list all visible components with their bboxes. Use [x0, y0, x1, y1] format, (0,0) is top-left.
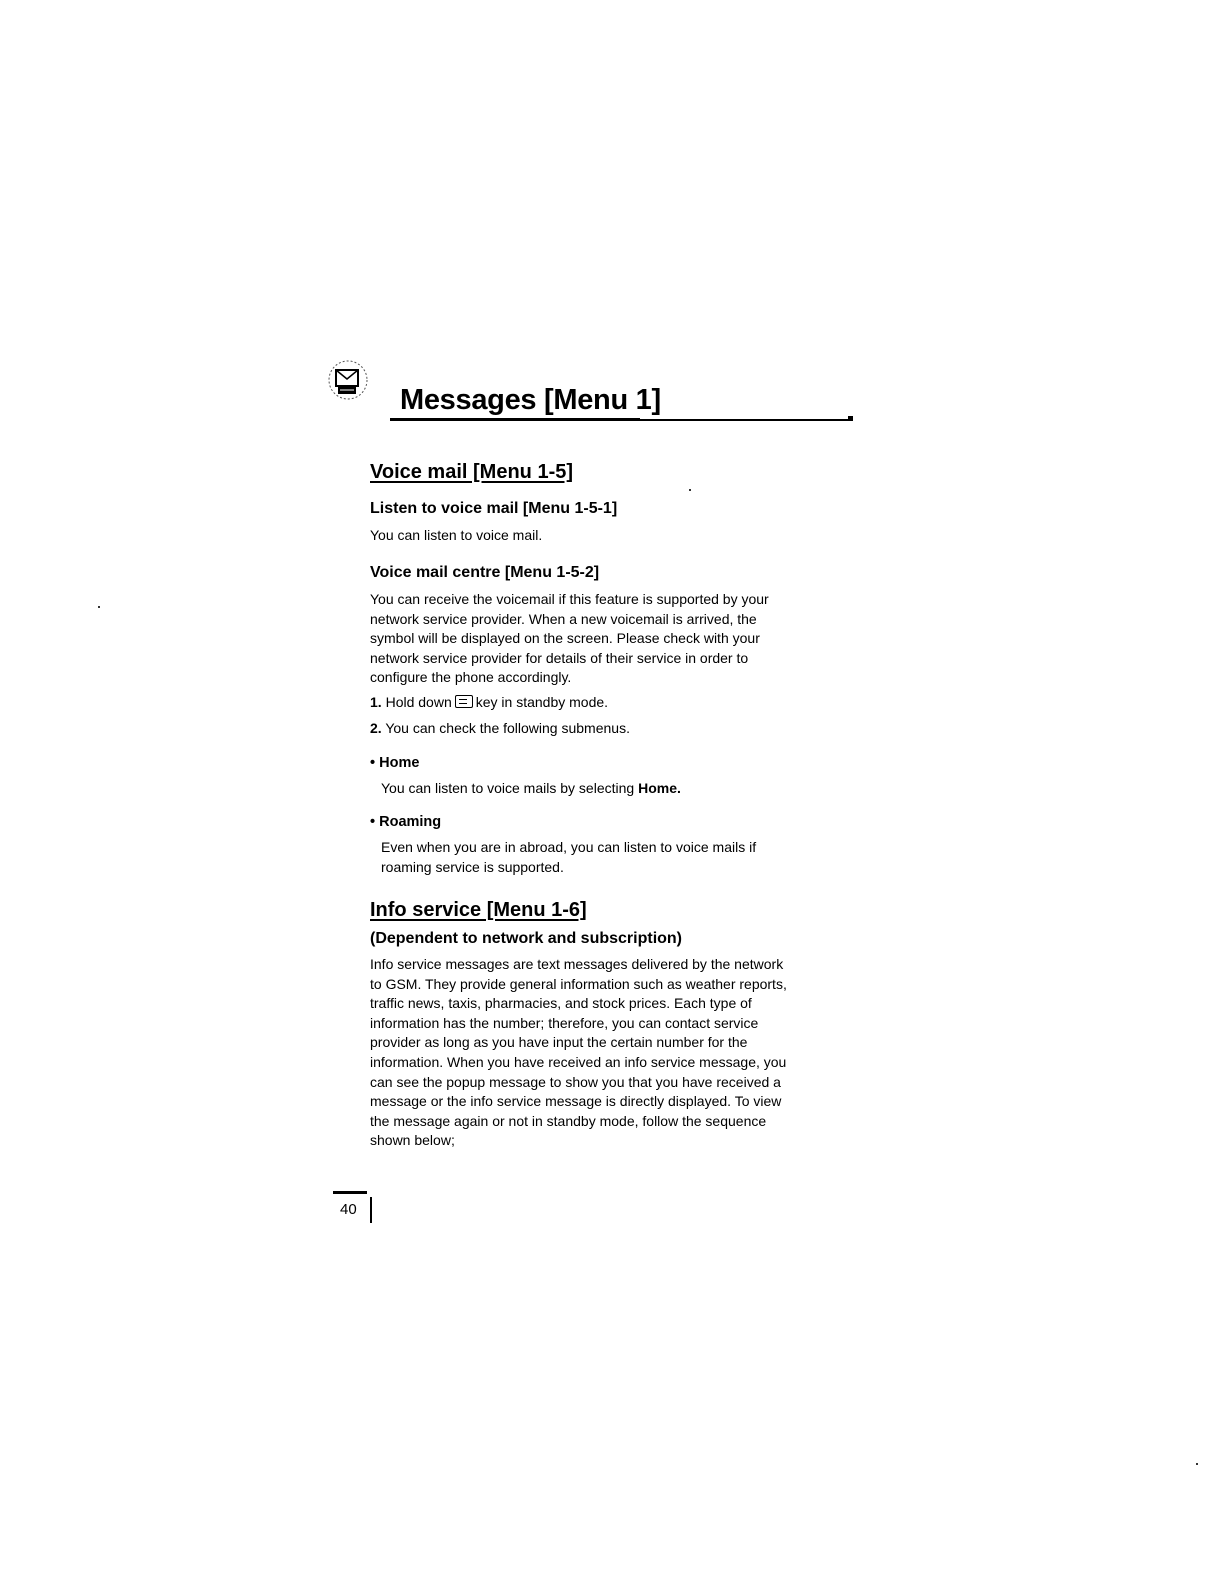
paragraph-line: symbol will be displayed on the screen. Please check with your	[370, 630, 760, 647]
paragraph-line: roaming service is supported.	[381, 858, 564, 875]
page-title: Messages [Menu 1]	[400, 384, 661, 416]
bullet-title: Roaming	[379, 814, 442, 830]
step-number: 2.	[370, 720, 382, 736]
page-number-divider	[370, 1197, 372, 1223]
voice-mail-centre-heading: Voice mail centre [Menu 1-5-2]	[370, 564, 600, 581]
roaming-bullet	[370, 814, 441, 830]
paragraph-line: to GSM. They provide general information such as weather reports,	[370, 975, 787, 992]
paragraph-line: Info service messages are text messages delivered by the network	[370, 956, 784, 972]
listen-voice-mail-text: You can listen to voice mail.	[370, 527, 543, 543]
scan-speck	[98, 606, 100, 608]
paragraph-line: Even when you are in abroad, you can listen to voice mails if	[381, 839, 757, 855]
paragraph-line: information has the number; therefore, you can contact service	[370, 1014, 759, 1031]
bullet-icon: •	[370, 755, 376, 771]
envelope-character-icon	[326, 358, 376, 406]
paragraph-line: shown below;	[370, 1132, 455, 1149]
info-service-title: Info service [Menu 1-6]	[370, 899, 587, 921]
home-bold: Home.	[638, 780, 681, 796]
page-number: 40	[340, 1201, 357, 1218]
roaming-description	[381, 838, 861, 877]
paragraph-line: the message again or not in standby mode, follow the sequence	[370, 1112, 767, 1129]
info-service-subtitle: (Dependent to network and subscription)	[370, 930, 683, 947]
paragraph-line: configure the phone accordingly.	[370, 669, 572, 686]
paragraph-line: You can receive the voicemail if this feature is supported by your	[370, 591, 769, 607]
home-bullet	[370, 755, 419, 771]
paragraph-line: provider as long as you have input the certain number for the	[370, 1034, 748, 1051]
step-number: 1.	[370, 694, 382, 710]
home-text: You can listen to voice mails by selecting	[381, 780, 635, 796]
voice-mail-title: Voice mail [Menu 1-5]	[370, 461, 574, 483]
paragraph-line: message or the info service message is directly displayed. To view	[370, 1093, 782, 1110]
bullet-title: Home	[379, 755, 420, 771]
rule-end-mark	[848, 416, 853, 421]
scan-speck	[689, 489, 691, 491]
info-service-paragraph	[370, 955, 860, 1151]
title-rule-accent	[390, 418, 640, 421]
paragraph-line: network service provider. When a new voicemail is arrived, the	[370, 610, 757, 627]
step-1	[370, 694, 608, 710]
voice-mail-centre-paragraph	[370, 590, 850, 688]
step-text: Hold down	[385, 694, 452, 710]
scan-speck	[1196, 1463, 1198, 1465]
page-number-bar	[333, 1191, 367, 1194]
paragraph-line: can see the popup message to show you that you have received a	[370, 1073, 781, 1090]
paragraph-line: information. When you have received an info service message, you	[370, 1053, 787, 1070]
paragraph-line: network service provider for details of their service in order to	[370, 649, 749, 666]
paragraph-line: traffic news, taxis, pharmacies, and stock prices. Each type of	[370, 995, 752, 1012]
listen-voice-mail-heading: Listen to voice mail [Menu 1-5-1]	[370, 500, 618, 517]
voicemail-key-icon	[455, 695, 473, 708]
home-description	[381, 780, 681, 796]
step-2	[370, 720, 630, 736]
step-text: You can check the following submenus.	[385, 720, 630, 736]
bullet-icon: •	[370, 814, 376, 830]
step-text: key in standby mode.	[475, 694, 609, 710]
